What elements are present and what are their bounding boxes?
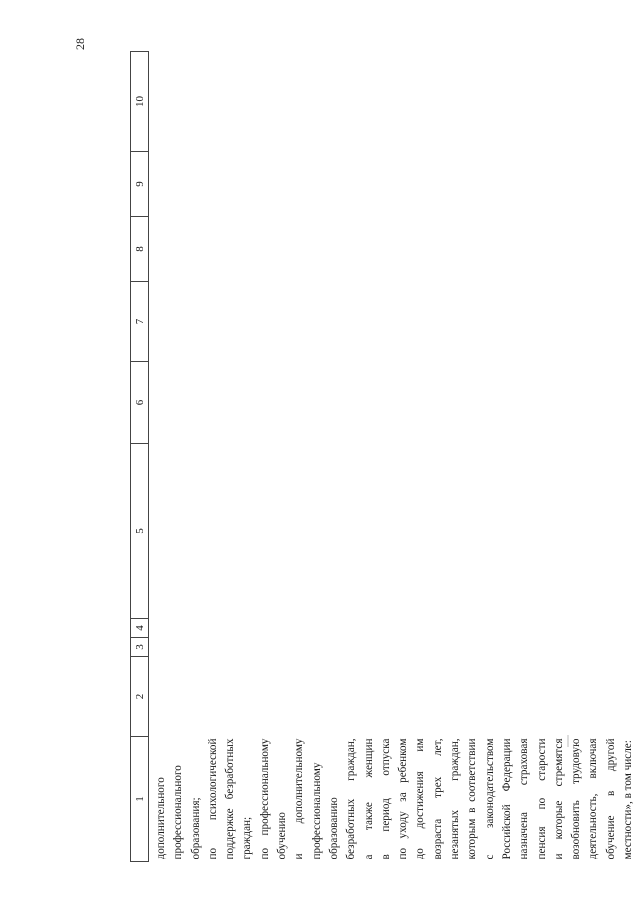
column-header: 3: [131, 638, 149, 657]
text-line: профессионального: [172, 765, 185, 860]
text-line: назначена страховая: [518, 738, 531, 860]
column-header: 5: [131, 444, 149, 619]
table-cell-description: [149, 737, 638, 862]
text-line: до достижения им: [414, 738, 427, 860]
data-table: [130, 51, 637, 862]
table-cell-empty: [149, 444, 638, 619]
column-header: 7: [131, 282, 149, 362]
text-line: деятельность, включая: [587, 738, 600, 860]
table-cell-empty: [149, 282, 638, 362]
text-line: по психологической: [206, 738, 219, 860]
page-number: 28: [73, 38, 87, 50]
table-cell-empty: [149, 657, 638, 737]
text-line: возраста трех лет,: [431, 738, 444, 860]
text-line: профессиональному: [310, 762, 323, 860]
column-header: 6: [131, 362, 149, 444]
table-cell-empty: [149, 362, 638, 444]
text-line: и дополнительному: [293, 738, 306, 860]
text-line: поддержке безработных: [224, 738, 237, 860]
text-line: незанятых граждан,: [449, 738, 462, 860]
column-header: 4: [131, 619, 149, 638]
text-line: которым в соответствии: [466, 738, 479, 860]
scan-artifact: [567, 735, 569, 747]
text-line: и которые стремятся: [552, 738, 565, 860]
text-line: в период отпуска: [379, 738, 392, 860]
column-header: 9: [131, 152, 149, 217]
table-cell-empty: [149, 638, 638, 657]
text-line: пенсия по старости: [535, 738, 548, 860]
column-header: 10: [131, 52, 149, 152]
column-header: 8: [131, 217, 149, 282]
table-cell-empty: [149, 52, 638, 152]
table-row: [149, 52, 638, 862]
table-cell-empty: [149, 619, 638, 638]
table-header-row: [131, 52, 149, 862]
text-line: образования;: [189, 797, 202, 860]
table-cell-empty: [149, 217, 638, 282]
text-line: образованию: [327, 797, 340, 860]
text-line: обучению: [276, 812, 289, 860]
text-line: а также женщин: [362, 738, 375, 860]
text-line: обучение в другой: [604, 738, 617, 860]
text-line: граждан;: [241, 816, 254, 860]
table-cell-empty: [149, 152, 638, 217]
text-line: с законодательством: [483, 738, 496, 860]
text-line: безработных граждан,: [345, 738, 358, 860]
text-line: возобновить трудовую: [570, 738, 583, 860]
column-header: 1: [131, 737, 149, 862]
text-line: по уходу за ребенком: [397, 738, 410, 860]
text-line: Российской Федерации: [500, 738, 513, 860]
text-line: по профессиональному: [258, 738, 271, 860]
text-line: дополнительного: [155, 777, 167, 860]
rotated-table-container: [130, 42, 635, 862]
text-line: местности», в том числе:: [622, 740, 635, 860]
column-header: 2: [131, 657, 149, 737]
